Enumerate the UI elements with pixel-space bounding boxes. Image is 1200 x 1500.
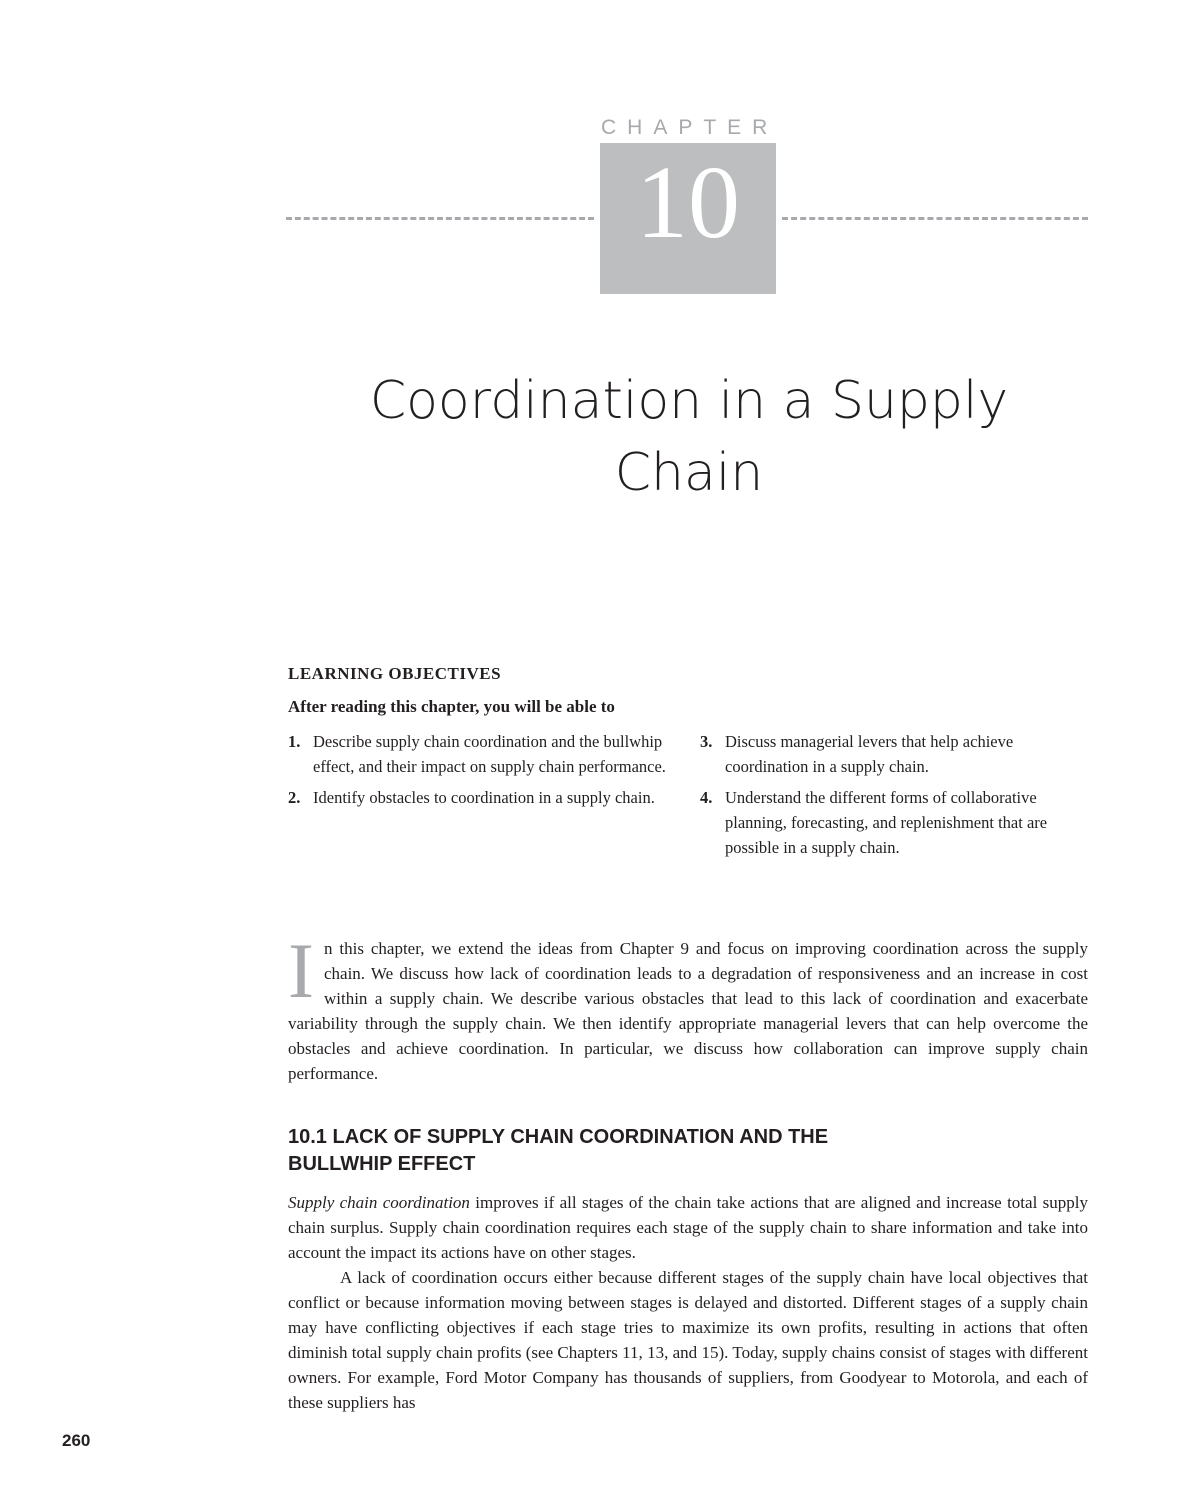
chapter-label: CHAPTER bbox=[601, 116, 779, 139]
chapter-title-line-1: Coordination in a Supply bbox=[369, 371, 1009, 431]
objective-item-1 bbox=[288, 729, 688, 779]
chapter-title bbox=[290, 365, 1088, 509]
section-heading bbox=[288, 1124, 1088, 1178]
objective-text: Describe supply chain coordination and the bullwhip effect, and their impact on supply chain performance. bbox=[313, 732, 666, 776]
chapter-number: 10 bbox=[636, 145, 740, 260]
chapter-number-box bbox=[600, 143, 776, 294]
chapter-title-line-2: Chain bbox=[614, 443, 764, 503]
dashed-rule-left bbox=[286, 217, 594, 220]
body-paragraph-1 bbox=[288, 1190, 1088, 1265]
section-number: 10.1 bbox=[288, 1126, 327, 1148]
intro-paragraph bbox=[288, 927, 1088, 1086]
objective-number: 1. bbox=[288, 732, 301, 751]
objective-text: Understand the different forms of collaborative planning, forecasting, and replenishment that are possible in a supply chain. bbox=[725, 788, 1048, 857]
learning-objectives-heading: LEARNING OBJECTIVES bbox=[288, 664, 502, 683]
intro-text: n this chapter, we extend the ideas from Chapter 9 and focus on improving coordination across the supply chain. We discuss how lack of coordination leads to a degradation of responsiveness and an increase in cost within a supply chain. We describe various obstacles that lead to this lack of coordination and exacerbate variability through the supply chain. We then identify appropriate managerial levers that can help overcome the obstacles and achieve coordination. In particular, we discuss how collaboration can improve supply chain performance. bbox=[288, 939, 1088, 1083]
paragraph-text: improves if all stages of the chain take actions that are aligned and increase total supply chain surplus. Supply chain coordination requires each stage of the supply chain to share information and take into account the impact its actions have on other stages. bbox=[288, 1193, 1088, 1262]
body-paragraph-2: A lack of coordination occurs either because different stages of the supply chain have local objectives that conflict or because information moving between stages is delayed and distorted. Different stages of a supply chain may have conflicting objectives if each stage tries to maximize its own profits, resulting in actions that often diminish total supply chain profits (see Chapters 11, 13, and 15). Today, supply chains consist of stages with different owners. For example, Ford Motor Company has thousands of suppliers, from Goodyear to Motorola, and each of these suppliers has bbox=[288, 1268, 1088, 1412]
page-number: 260 bbox=[62, 1431, 91, 1450]
objective-text: Discuss managerial levers that help achieve coordination in a supply chain. bbox=[725, 732, 1014, 776]
objective-number: 4. bbox=[700, 788, 713, 807]
objective-number: 2. bbox=[288, 788, 301, 807]
section-title-line-2: BULLWHIP EFFECT bbox=[288, 1153, 476, 1175]
objective-number: 3. bbox=[700, 732, 713, 751]
objective-item-2 bbox=[288, 785, 688, 810]
drop-cap: I bbox=[288, 927, 314, 1014]
objectives-list-left bbox=[288, 729, 688, 816]
learning-objectives-intro: After reading this chapter, you will be able to bbox=[288, 697, 615, 716]
objective-text: Identify obstacles to coordination in a supply chain. bbox=[313, 788, 655, 807]
key-term: Supply chain coordination bbox=[288, 1193, 470, 1212]
dashed-rule-right bbox=[782, 217, 1088, 220]
objectives-list-right bbox=[700, 729, 1092, 866]
objective-item-4 bbox=[700, 785, 1092, 860]
section-title-line-1: LACK OF SUPPLY CHAIN COORDINATION AND THE bbox=[332, 1126, 829, 1148]
objective-item-3 bbox=[700, 729, 1092, 779]
